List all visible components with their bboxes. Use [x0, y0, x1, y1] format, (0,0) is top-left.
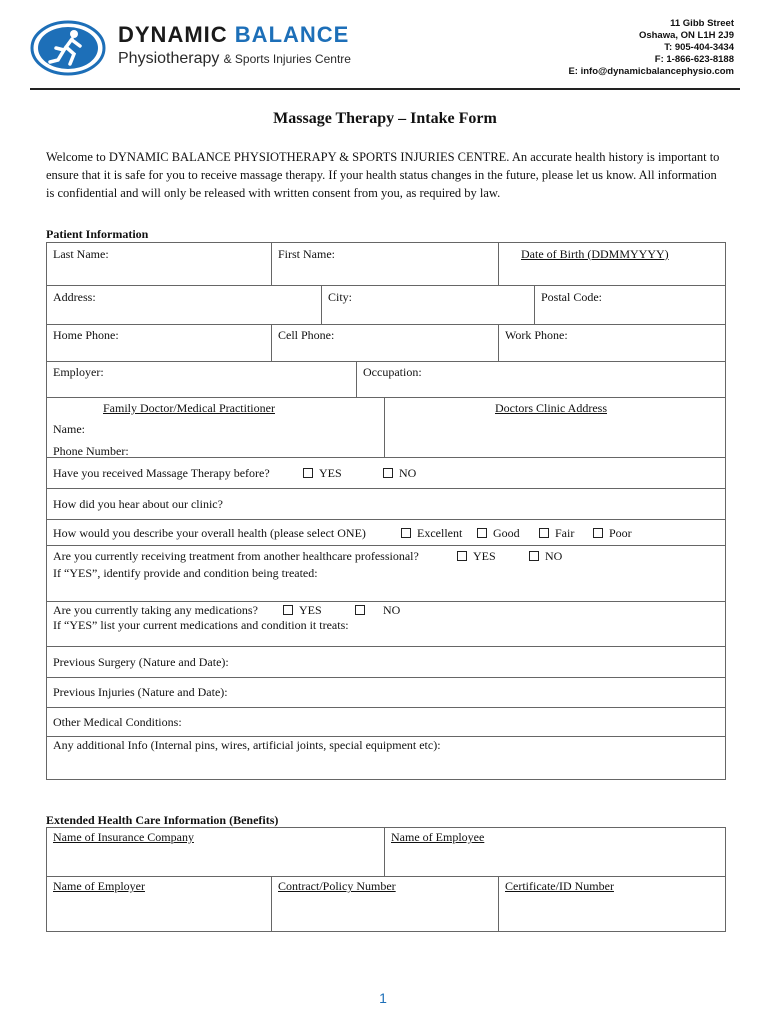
- checkbox-icon[interactable]: [529, 551, 539, 561]
- checkbox-icon[interactable]: [539, 528, 549, 538]
- poor-label: Poor: [609, 526, 632, 540]
- address-label: Address:: [53, 290, 96, 304]
- certificate-id-label: Certificate/ID Number: [505, 879, 614, 893]
- other-conditions-label: Other Medical Conditions:: [53, 715, 182, 729]
- previous-surgery-label: Previous Surgery (Nature and Date):: [53, 655, 229, 669]
- additional-info-field[interactable]: [46, 736, 726, 780]
- clinic-address-label: Doctors Clinic Address: [495, 401, 607, 415]
- overall-health-row: [46, 519, 726, 546]
- overall-health-label: How would you describe your overall health (please select ONE): [53, 526, 366, 540]
- patient-section-title: Patient Information: [46, 227, 149, 241]
- work-phone-label: Work Phone:: [505, 328, 568, 342]
- dob-field[interactable]: [498, 242, 726, 286]
- medications-row[interactable]: [46, 601, 726, 647]
- address-phone: T: 905-404-3434: [664, 42, 734, 53]
- address-field[interactable]: [46, 285, 322, 325]
- brand-sports: & Sports Injuries Centre: [223, 52, 351, 66]
- employee-name-label: Name of Employee: [391, 830, 485, 844]
- cell-phone-label: Cell Phone:: [278, 328, 335, 342]
- checkbox-icon[interactable]: [457, 551, 467, 561]
- form-title: Massage Therapy – Intake Form: [273, 110, 497, 127]
- first-name-label: First Name:: [278, 247, 335, 261]
- address-email: E: info@dynamicbalancephysio.com: [568, 66, 734, 77]
- family-doctor-label: Family Doctor/Medical Practitioner: [103, 401, 275, 415]
- checkbox-icon[interactable]: [283, 605, 293, 615]
- previous-surgery-field[interactable]: [46, 646, 726, 678]
- brand-subtitle: [118, 50, 351, 68]
- cell-phone-field[interactable]: [271, 324, 499, 362]
- massage-before-row: [46, 457, 726, 489]
- dob-label: Date of Birth (DDMMYYYY): [521, 247, 669, 261]
- checkbox-icon[interactable]: [477, 528, 487, 538]
- postal-code-field[interactable]: [534, 285, 726, 325]
- brand-physiotherapy: Physiotherapy: [118, 50, 220, 67]
- intro-paragraph: Welcome to DYNAMIC BALANCE PHYSIOTHERAPY & SPORTS INJURIES CENTRE. An accurate health history is important to ensure that it is safe for you to receive massage therapy. If your health status changes in the future, please let us know. All information is confidential and will only be released with written consent from you, as required by law.: [46, 150, 720, 200]
- previous-injuries-field[interactable]: [46, 677, 726, 708]
- checkbox-icon[interactable]: [593, 528, 603, 538]
- home-phone-label: Home Phone:: [53, 328, 119, 342]
- health-fair[interactable]: [539, 526, 574, 541]
- other-treatment-detail-label: If “YES”, identify provide and condition being treated:: [53, 566, 318, 580]
- work-phone-field[interactable]: [498, 324, 726, 362]
- occupation-field[interactable]: [356, 361, 726, 398]
- postal-code-label: Postal Code:: [541, 290, 603, 304]
- health-excellent[interactable]: [401, 526, 462, 541]
- checkbox-icon[interactable]: [383, 468, 393, 478]
- other-treatment-yes[interactable]: [457, 549, 496, 564]
- employee-name-field[interactable]: [384, 827, 726, 877]
- no-label: NO: [545, 549, 563, 563]
- last-name-field[interactable]: [46, 242, 272, 286]
- medications-no[interactable]: [355, 603, 400, 618]
- logo: [30, 20, 106, 81]
- doctor-phone-label: Phone Number:: [53, 444, 129, 458]
- policy-number-label: Contract/Policy Number: [278, 879, 396, 893]
- certificate-id-field[interactable]: [498, 876, 726, 932]
- hear-about-label: How did you hear about our clinic?: [53, 497, 223, 511]
- checkbox-icon[interactable]: [355, 605, 365, 615]
- hear-about-field[interactable]: [46, 488, 726, 520]
- benefits-section-title: Extended Health Care Information (Benefits): [46, 813, 279, 827]
- previous-injuries-label: Previous Injuries (Nature and Date):: [53, 685, 228, 699]
- runner-logo-icon: [30, 20, 106, 76]
- insurance-company-field[interactable]: [46, 827, 385, 877]
- occupation-label: Occupation:: [363, 365, 422, 379]
- insurance-company-label: Name of Insurance Company: [53, 830, 194, 844]
- other-treatment-row[interactable]: [46, 545, 726, 602]
- excellent-label: Excellent: [417, 526, 463, 540]
- address-city: Oshawa, ON L1H 2J9: [638, 30, 734, 41]
- family-doctor-field[interactable]: [46, 397, 385, 458]
- brand-word-balance: BALANCE: [234, 22, 350, 47]
- other-conditions-field[interactable]: [46, 707, 726, 737]
- other-treatment-label: Are you currently receiving treatment from another healthcare professional?: [53, 549, 419, 563]
- home-phone-field[interactable]: [46, 324, 272, 362]
- employer-name-field[interactable]: [46, 876, 272, 932]
- yes-label: YES: [319, 466, 342, 480]
- employer-name-label: Name of Employer: [53, 879, 145, 893]
- city-label: City:: [328, 290, 353, 304]
- page-number: 1: [379, 990, 387, 1006]
- yes-label: YES: [473, 549, 496, 563]
- good-label: Good: [493, 526, 520, 540]
- city-field[interactable]: [321, 285, 535, 325]
- checkbox-icon[interactable]: [303, 468, 313, 478]
- massage-before-yes[interactable]: [303, 466, 342, 481]
- employer-field[interactable]: [46, 361, 357, 398]
- brand-word-dynamic: DYNAMIC: [118, 22, 228, 47]
- no-label: NO: [399, 466, 417, 480]
- yes-label: YES: [299, 603, 322, 617]
- address-street: 11 Gibb Street: [670, 18, 734, 29]
- doctor-name-label: Name:: [53, 422, 85, 436]
- health-poor[interactable]: [593, 526, 632, 541]
- header-divider: [30, 88, 740, 90]
- no-label: NO: [383, 603, 401, 617]
- policy-number-field[interactable]: [271, 876, 499, 932]
- additional-info-label: Any additional Info (Internal pins, wires, artificial joints, special equipment etc):: [53, 738, 441, 752]
- other-treatment-no[interactable]: [529, 549, 562, 564]
- health-good[interactable]: [477, 526, 520, 541]
- massage-before-no[interactable]: [383, 466, 416, 481]
- brand-name: [118, 22, 351, 48]
- employer-label: Employer:: [53, 365, 104, 379]
- clinic-address-block: [568, 18, 734, 78]
- first-name-field[interactable]: [271, 242, 499, 286]
- medications-label: Are you currently taking any medications?: [53, 603, 258, 617]
- address-fax: F: 1-866-623-8188: [654, 54, 734, 65]
- medications-yes[interactable]: [283, 603, 322, 618]
- checkbox-icon[interactable]: [401, 528, 411, 538]
- medications-detail-label: If “YES” list your current medications and condition it treats:: [53, 618, 349, 632]
- massage-before-label: Have you received Massage Therapy before?: [53, 466, 270, 480]
- clinic-address-field[interactable]: [384, 397, 726, 458]
- fair-label: Fair: [555, 526, 575, 540]
- last-name-label: Last Name:: [53, 247, 109, 261]
